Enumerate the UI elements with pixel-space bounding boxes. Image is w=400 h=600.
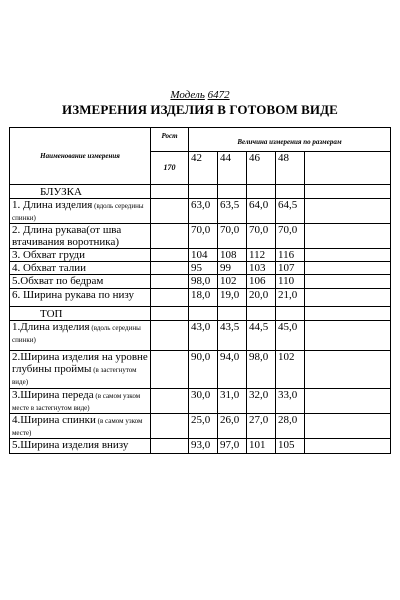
- empty-cell: [218, 307, 247, 321]
- measurement-name-cell: [10, 289, 151, 307]
- empty-cell: [305, 414, 391, 439]
- measurement-name-cell: [10, 224, 151, 249]
- empty-cell: [305, 152, 391, 185]
- rost-empty-cell: [151, 439, 189, 454]
- value-cell: 63,5: [218, 199, 247, 224]
- measurement-name-cell: [10, 262, 151, 275]
- value-cell: 20,0: [247, 289, 276, 307]
- measurement-name-cell: [10, 439, 151, 454]
- value-cell: 94,0: [218, 351, 247, 389]
- value-cell: 95: [189, 262, 218, 275]
- rost-empty-cell: [151, 275, 189, 289]
- measurement-name: 2. Длина рукава(от шва втачивания воротника): [12, 224, 122, 248]
- header-measure-cell: Величина измерения по размерам: [189, 128, 391, 152]
- table-row: [10, 321, 391, 351]
- value-cell: 98,0: [189, 275, 218, 289]
- empty-cell: [189, 307, 218, 321]
- value-cell: 70,0: [276, 224, 305, 249]
- value-cell: 31,0: [218, 389, 247, 414]
- rost-empty-cell: [151, 389, 189, 414]
- value-cell: 116: [276, 249, 305, 262]
- value-cell: 30,0: [189, 389, 218, 414]
- value-cell: 18,0: [189, 289, 218, 307]
- empty-cell: [189, 185, 218, 199]
- measurement-note: (в самом узком месте): [12, 417, 143, 437]
- value-cell: 28,0: [276, 414, 305, 439]
- size-cell: 48: [276, 152, 305, 185]
- value-cell: 90,0: [189, 351, 218, 389]
- model-number: 6472: [207, 89, 230, 101]
- rost-empty-cell: [151, 321, 189, 351]
- measurement-name-cell: [10, 199, 151, 224]
- model-label: Модель: [170, 89, 205, 101]
- empty-cell: [276, 307, 305, 321]
- value-cell: 45,0: [276, 321, 305, 351]
- header-rost-cell: Рост: [151, 128, 189, 152]
- value-cell: 64,0: [247, 199, 276, 224]
- table-row: [10, 224, 391, 249]
- rost-empty-cell: [151, 199, 189, 224]
- measurement-note: (вдоль середины спинки): [12, 202, 144, 222]
- rost-empty-cell: [151, 289, 189, 307]
- empty-cell: [305, 289, 391, 307]
- measurement-name-cell: [10, 275, 151, 289]
- value-cell: 108: [218, 249, 247, 262]
- table-row: [10, 275, 391, 289]
- table-row: [10, 351, 391, 389]
- size-cell: 42: [189, 152, 218, 185]
- value-cell: 97,0: [218, 439, 247, 454]
- measurement-name: 1. Длина изделия: [12, 199, 93, 211]
- rost-empty-cell: [151, 351, 189, 389]
- value-cell: 70,0: [247, 224, 276, 249]
- value-cell: 110: [276, 275, 305, 289]
- value-cell: 106: [247, 275, 276, 289]
- table-row: [10, 289, 391, 307]
- table-row: [10, 439, 391, 454]
- empty-cell: [305, 249, 391, 262]
- measurement-name: 5.Ширина изделия внизу: [12, 439, 129, 451]
- empty-cell: [305, 224, 391, 249]
- empty-cell: [151, 307, 189, 321]
- section-title: ТОП: [10, 307, 151, 321]
- value-cell: 70,0: [218, 224, 247, 249]
- measurement-name-cell: [10, 321, 151, 351]
- empty-cell: [218, 185, 247, 199]
- model-line: [0, 89, 400, 101]
- value-cell: 70,0: [189, 224, 218, 249]
- measurements-table: [9, 127, 391, 454]
- measurement-name-cell: [10, 351, 151, 389]
- value-cell: 105: [276, 439, 305, 454]
- header-name-cell: Наименование измерения: [10, 128, 151, 185]
- value-cell: 102: [218, 275, 247, 289]
- empty-cell: [247, 307, 276, 321]
- table-row: [10, 414, 391, 439]
- value-cell: 63,0: [189, 199, 218, 224]
- value-cell: 107: [276, 262, 305, 275]
- measurement-note: (вдоль середины спинки): [12, 324, 141, 344]
- value-cell: 99: [218, 262, 247, 275]
- value-cell: 25,0: [189, 414, 218, 439]
- measurement-name: 4. Обхват талии: [12, 262, 87, 274]
- size-cell: 44: [218, 152, 247, 185]
- empty-cell: [305, 185, 391, 199]
- empty-cell: [305, 262, 391, 275]
- section-row: [10, 185, 391, 199]
- empty-cell: [276, 185, 305, 199]
- section-row: [10, 307, 391, 321]
- measurement-name: 3. Обхват груди: [12, 249, 85, 261]
- rost-empty-cell: [151, 414, 189, 439]
- table-row: [10, 262, 391, 275]
- size-cell: 46: [247, 152, 276, 185]
- value-cell: 32,0: [247, 389, 276, 414]
- value-cell: 26,0: [218, 414, 247, 439]
- empty-cell: [305, 439, 391, 454]
- empty-cell: [305, 321, 391, 351]
- value-cell: 101: [247, 439, 276, 454]
- rost-empty-cell: [151, 262, 189, 275]
- value-cell: 43,5: [218, 321, 247, 351]
- value-cell: 43,0: [189, 321, 218, 351]
- table-row: [10, 249, 391, 262]
- measurement-name: 5.Обхват по бедрам: [12, 275, 104, 287]
- measurement-name: 2.Ширина изделия на уровне глубины проймы: [12, 351, 148, 375]
- empty-cell: [305, 199, 391, 224]
- measurement-name-cell: [10, 249, 151, 262]
- header-rost-value: 170: [151, 152, 189, 185]
- table-row: [10, 389, 391, 414]
- empty-cell: [151, 185, 189, 199]
- empty-cell: [305, 275, 391, 289]
- empty-cell: [305, 307, 391, 321]
- measurement-name-cell: [10, 414, 151, 439]
- value-cell: 93,0: [189, 439, 218, 454]
- rost-empty-cell: [151, 224, 189, 249]
- measurement-name: 1.Длина изделия: [12, 321, 90, 333]
- value-cell: 19,0: [218, 289, 247, 307]
- header-row: [10, 128, 391, 152]
- measurement-note: (в застегнутом виде): [12, 366, 137, 386]
- empty-cell: [305, 351, 391, 389]
- section-title: БЛУЗКА: [10, 185, 151, 199]
- measurement-name: 4.Ширина спинки: [12, 414, 96, 426]
- rost-empty-cell: [151, 249, 189, 262]
- measurement-name: 6. Ширина рукава по низу: [12, 289, 135, 301]
- value-cell: 64,5: [276, 199, 305, 224]
- value-cell: 21,0: [276, 289, 305, 307]
- value-cell: 102: [276, 351, 305, 389]
- value-cell: 112: [247, 249, 276, 262]
- measurement-name: 3.Ширина переда: [12, 389, 94, 401]
- measurement-note: (в самом узком месте в застегнутом виде): [12, 392, 141, 412]
- empty-cell: [247, 185, 276, 199]
- empty-cell: [305, 389, 391, 414]
- value-cell: 44,5: [247, 321, 276, 351]
- page-title: ИЗМЕРЕНИЯ ИЗДЕЛИЯ В ГОТОВОМ ВИДЕ: [62, 102, 338, 117]
- measurement-name-cell: [10, 389, 151, 414]
- value-cell: 98,0: [247, 351, 276, 389]
- value-cell: 103: [247, 262, 276, 275]
- value-cell: 33,0: [276, 389, 305, 414]
- value-cell: 104: [189, 249, 218, 262]
- table-row: [10, 199, 391, 224]
- value-cell: 27,0: [247, 414, 276, 439]
